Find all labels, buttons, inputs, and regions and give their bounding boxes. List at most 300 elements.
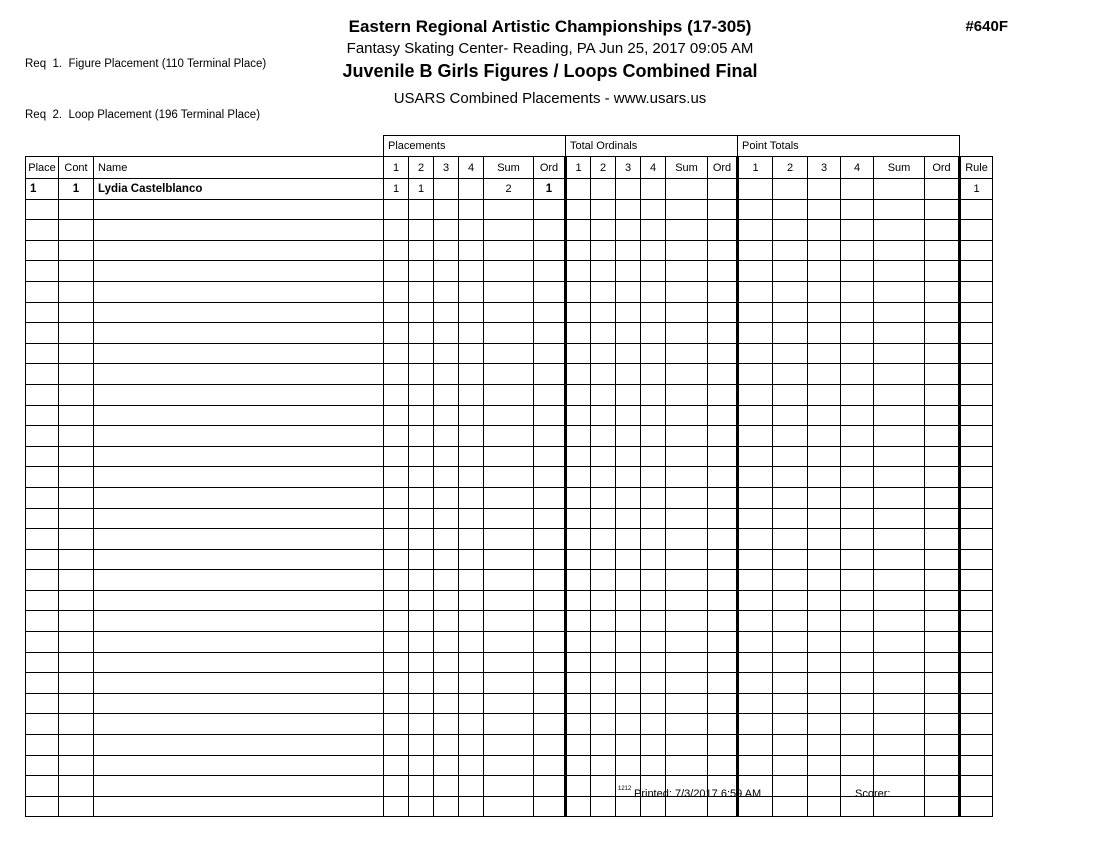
cell [841, 632, 874, 653]
cell [616, 281, 641, 302]
cell [641, 632, 666, 653]
cell [26, 384, 59, 405]
cell [960, 302, 993, 323]
cell [960, 508, 993, 529]
cell [738, 693, 773, 714]
cell [708, 508, 738, 529]
cell [26, 549, 59, 570]
cell [773, 405, 808, 426]
cell [808, 755, 841, 776]
printed-timestamp: Printed: 7/3/2017 6:59 AM [634, 788, 762, 800]
cell [708, 590, 738, 611]
cell [874, 467, 925, 488]
cell [616, 735, 641, 756]
cell [960, 632, 993, 653]
cell [409, 302, 434, 323]
cell [484, 323, 534, 344]
cell [773, 549, 808, 570]
cell [484, 508, 534, 529]
cell [641, 755, 666, 776]
cell [566, 755, 591, 776]
table-row-empty [26, 549, 993, 570]
cell [591, 199, 616, 220]
cell [566, 302, 591, 323]
cell [925, 508, 960, 529]
footer-code: 1212 [618, 786, 632, 792]
cell [94, 590, 384, 611]
cell [841, 220, 874, 241]
cell [384, 343, 409, 364]
cell [960, 384, 993, 405]
cell [641, 570, 666, 591]
cell [925, 384, 960, 405]
table-row-empty [26, 426, 993, 447]
cell [666, 199, 708, 220]
cell [808, 652, 841, 673]
cell [534, 405, 566, 426]
cell [434, 467, 459, 488]
cell [59, 240, 94, 261]
cell [26, 693, 59, 714]
cell [773, 281, 808, 302]
cell [384, 220, 409, 241]
cell: 1 [59, 179, 94, 200]
cell [534, 611, 566, 632]
cell [708, 467, 738, 488]
cell [641, 529, 666, 550]
table-row-empty [26, 323, 993, 344]
cell [773, 384, 808, 405]
cell [960, 652, 993, 673]
cell [534, 570, 566, 591]
cell [534, 199, 566, 220]
cell [59, 384, 94, 405]
cell [59, 199, 94, 220]
cell [534, 487, 566, 508]
cell [409, 673, 434, 694]
cell [874, 735, 925, 756]
cell [666, 735, 708, 756]
cell [773, 735, 808, 756]
cell [666, 570, 708, 591]
cell [616, 755, 641, 776]
table-row-empty [26, 632, 993, 653]
cell [841, 529, 874, 550]
cell [641, 549, 666, 570]
cell [616, 590, 641, 611]
cell [591, 302, 616, 323]
cell [59, 714, 94, 735]
cell [708, 693, 738, 714]
cell [808, 467, 841, 488]
cell [566, 652, 591, 673]
cell [384, 611, 409, 632]
cell [566, 179, 591, 200]
cell [874, 590, 925, 611]
cell [960, 426, 993, 447]
cell [616, 261, 641, 282]
cell [666, 220, 708, 241]
column-header-total-ordinals-sum: Sum [666, 157, 708, 179]
cell [666, 240, 708, 261]
cell [591, 446, 616, 467]
cell [94, 632, 384, 653]
cell [708, 673, 738, 694]
cell [534, 508, 566, 529]
cell [874, 529, 925, 550]
cell [591, 220, 616, 241]
cell [708, 549, 738, 570]
cell [925, 755, 960, 776]
cell [738, 261, 773, 282]
cell [641, 343, 666, 364]
cell [59, 611, 94, 632]
cell [641, 199, 666, 220]
cell [384, 735, 409, 756]
cell [641, 281, 666, 302]
cell [26, 796, 59, 817]
cell [566, 323, 591, 344]
cell [409, 467, 434, 488]
cell [960, 261, 993, 282]
cell [738, 199, 773, 220]
table-row-empty [26, 611, 993, 632]
cell [874, 364, 925, 385]
cell [666, 632, 708, 653]
cell [434, 652, 459, 673]
cell [925, 796, 960, 817]
cell [591, 590, 616, 611]
cell [384, 693, 409, 714]
cell [484, 446, 534, 467]
cell [591, 673, 616, 694]
table-row-empty [26, 508, 993, 529]
cell [708, 714, 738, 735]
cell [925, 261, 960, 282]
cell [841, 343, 874, 364]
cell [808, 426, 841, 447]
cell [925, 652, 960, 673]
cell [708, 735, 738, 756]
cell [459, 343, 484, 364]
cell [94, 364, 384, 385]
cell [616, 364, 641, 385]
cell [484, 714, 534, 735]
cell [409, 343, 434, 364]
cell [925, 199, 960, 220]
cell [409, 755, 434, 776]
cell [59, 261, 94, 282]
cell [960, 714, 993, 735]
cell [26, 570, 59, 591]
cell [738, 570, 773, 591]
cell [59, 776, 94, 797]
cell [409, 281, 434, 302]
cell [384, 446, 409, 467]
cell [591, 261, 616, 282]
cell [566, 240, 591, 261]
column-header-cont: Cont [59, 157, 94, 179]
cell [94, 405, 384, 426]
column-header-place: Place [26, 157, 59, 179]
cell [534, 590, 566, 611]
cell [94, 302, 384, 323]
cell [459, 220, 484, 241]
cell [773, 426, 808, 447]
cell [641, 302, 666, 323]
cell [534, 549, 566, 570]
cell [459, 261, 484, 282]
cell [484, 199, 534, 220]
cell [738, 405, 773, 426]
cell [484, 364, 534, 385]
cell [808, 261, 841, 282]
cell [641, 611, 666, 632]
cell [738, 673, 773, 694]
cell [459, 446, 484, 467]
cell [409, 776, 434, 797]
cell [459, 590, 484, 611]
cell [738, 240, 773, 261]
cell [459, 776, 484, 797]
table-row-empty [26, 364, 993, 385]
cell [773, 590, 808, 611]
cell [94, 343, 384, 364]
cell [773, 693, 808, 714]
cell [591, 281, 616, 302]
cell [26, 508, 59, 529]
cell [459, 384, 484, 405]
cell: 1 [26, 179, 59, 200]
cell [434, 426, 459, 447]
cell [59, 220, 94, 241]
cell [616, 508, 641, 529]
cell [616, 426, 641, 447]
cell [874, 426, 925, 447]
cell [434, 632, 459, 653]
cell [808, 673, 841, 694]
cell [591, 632, 616, 653]
cell [459, 364, 484, 385]
cell [841, 570, 874, 591]
cell [409, 693, 434, 714]
cell [484, 487, 534, 508]
cell [384, 714, 409, 735]
cell [484, 529, 534, 550]
cell [773, 446, 808, 467]
cell [591, 508, 616, 529]
cell [616, 405, 641, 426]
cell [616, 343, 641, 364]
cell [773, 220, 808, 241]
table-row [26, 179, 993, 200]
competition-title: Eastern Regional Artistic Championships (17-305) [348, 17, 752, 36]
cell [960, 364, 993, 385]
cell [591, 384, 616, 405]
cell [59, 673, 94, 694]
cell [738, 735, 773, 756]
cell [874, 570, 925, 591]
cell [484, 673, 534, 694]
cell [841, 405, 874, 426]
cell [708, 487, 738, 508]
cell [434, 776, 459, 797]
cell [94, 652, 384, 673]
cell [459, 179, 484, 200]
cell [808, 240, 841, 261]
table-row-empty [26, 693, 993, 714]
cell [26, 426, 59, 447]
cell [666, 467, 708, 488]
cell [94, 796, 384, 817]
column-header-point-totals-3: 3 [808, 157, 841, 179]
cell [434, 755, 459, 776]
cell [708, 755, 738, 776]
cell [459, 735, 484, 756]
cell [708, 302, 738, 323]
cell [484, 549, 534, 570]
cell [841, 693, 874, 714]
cell [434, 446, 459, 467]
cell [708, 632, 738, 653]
cell [708, 426, 738, 447]
cell [566, 570, 591, 591]
table-row-empty [26, 590, 993, 611]
cell [434, 220, 459, 241]
cell [738, 611, 773, 632]
cell [874, 261, 925, 282]
table-row-empty [26, 467, 993, 488]
cell [641, 446, 666, 467]
cell [808, 693, 841, 714]
cell [960, 549, 993, 570]
cell [459, 796, 484, 817]
cell [484, 632, 534, 653]
cell [960, 446, 993, 467]
cell [925, 529, 960, 550]
group-header-point-totals: Point Totals [738, 136, 960, 157]
cell [808, 714, 841, 735]
cell [773, 714, 808, 735]
cell [384, 508, 409, 529]
cell [566, 405, 591, 426]
cell [534, 693, 566, 714]
cell [666, 529, 708, 550]
sheet-number: #640F [965, 18, 1008, 35]
cell [94, 570, 384, 591]
cell [925, 487, 960, 508]
cell [925, 693, 960, 714]
cell [666, 611, 708, 632]
cell [666, 652, 708, 673]
cell [384, 590, 409, 611]
cell [26, 755, 59, 776]
cell [94, 220, 384, 241]
cell [94, 508, 384, 529]
cell [925, 673, 960, 694]
cell [484, 467, 534, 488]
cell [773, 487, 808, 508]
results-table [25, 135, 993, 817]
cell [94, 446, 384, 467]
cell [591, 323, 616, 344]
cell [94, 240, 384, 261]
cell [26, 446, 59, 467]
table-row-empty [26, 755, 993, 776]
cell [384, 426, 409, 447]
cell [484, 281, 534, 302]
cell [59, 796, 94, 817]
cell [384, 755, 409, 776]
cell [808, 405, 841, 426]
cell [534, 467, 566, 488]
cell [434, 570, 459, 591]
cell [808, 446, 841, 467]
cell [641, 487, 666, 508]
cell: Lydia Castelblanco [94, 179, 384, 200]
cell [459, 508, 484, 529]
cell [708, 261, 738, 282]
cell [94, 735, 384, 756]
cell [434, 281, 459, 302]
cell [409, 220, 434, 241]
cell [94, 323, 384, 344]
cell [641, 508, 666, 529]
table-row-empty [26, 302, 993, 323]
cell [566, 796, 591, 817]
cell [59, 487, 94, 508]
cell [708, 384, 738, 405]
cell [26, 776, 59, 797]
table-row-empty [26, 673, 993, 694]
cell [59, 508, 94, 529]
venue-date-line: Fantasy Skating Center- Reading, PA Jun 25, 2017 09:05 AM [346, 40, 754, 57]
cell [841, 652, 874, 673]
cell [59, 426, 94, 447]
cell [874, 343, 925, 364]
cell [773, 611, 808, 632]
cell [384, 240, 409, 261]
cell [591, 364, 616, 385]
table-row-empty [26, 220, 993, 241]
cell [641, 714, 666, 735]
cell [59, 652, 94, 673]
cell [874, 755, 925, 776]
cell [808, 487, 841, 508]
cell [484, 426, 534, 447]
cell [925, 302, 960, 323]
cell [841, 508, 874, 529]
column-header-placements-4: 4 [459, 157, 484, 179]
cell [960, 776, 993, 797]
cell [566, 693, 591, 714]
cell [925, 632, 960, 653]
cell [384, 467, 409, 488]
cell [534, 714, 566, 735]
cell [434, 796, 459, 817]
cell [59, 755, 94, 776]
cell [925, 405, 960, 426]
cell [94, 199, 384, 220]
cell [26, 405, 59, 426]
cell [841, 487, 874, 508]
cell [434, 302, 459, 323]
group-header-spacer [26, 136, 384, 157]
cell [666, 755, 708, 776]
cell [26, 220, 59, 241]
cell [841, 179, 874, 200]
cell [616, 611, 641, 632]
